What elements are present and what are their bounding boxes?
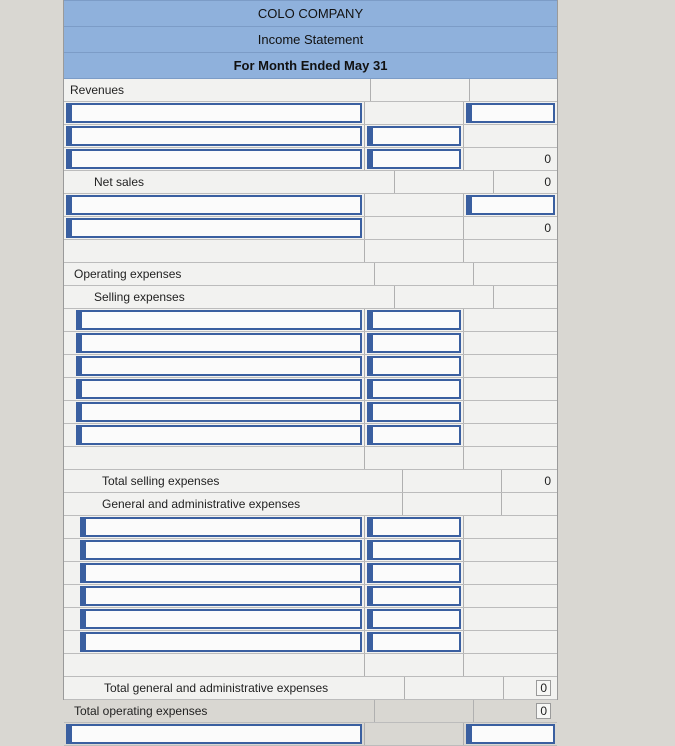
income-statement-sheet [63,0,558,718]
net-sales-row [64,171,557,194]
total-selling-expenses-value: 0 [544,474,551,488]
selling-account-input-4[interactable] [76,379,362,399]
selling-expense-line-3 [64,355,557,378]
selling-account-input-2[interactable] [76,333,362,353]
revenue-account-input-2[interactable] [66,126,362,146]
selling-expense-line-2 [64,332,557,355]
revenue-account-input-1[interactable] [66,103,362,123]
total-operating-expenses-value: 0 [536,703,551,719]
revenue-amount-input-1[interactable] [466,103,555,123]
selling-expense-line-5 [64,401,557,424]
general-admin-expenses-label: General and administrative expenses [64,493,403,515]
selling-account-input-5[interactable] [76,402,362,422]
total-operating-expenses-label: Total operating expenses [64,700,375,722]
selling-expenses-row [64,286,557,309]
selling-amount-input-6[interactable] [367,425,461,445]
revenues-label: Revenues [64,79,371,101]
selling-amount-input-5[interactable] [367,402,461,422]
operating-expenses-row [64,263,557,286]
gross-profit-label-input[interactable] [66,218,362,238]
ga-account-input-5[interactable] [80,609,362,629]
ga-amount-input-6[interactable] [367,632,461,652]
selling-expenses-label: Selling expenses [64,286,395,308]
general-admin-expenses-row [64,493,557,516]
revenue-account-input-3[interactable] [66,149,362,169]
revenue-amount-input-2[interactable] [367,126,461,146]
revenue-amount-input-3[interactable] [367,149,461,169]
ga-expense-line-4 [64,585,557,608]
net-sales-label: Net sales [64,171,395,193]
net-income-label-input[interactable] [66,724,362,744]
ga-expense-line-1 [64,516,557,539]
net-sales-value: 0 [544,175,551,189]
revenue-line-3 [64,148,557,171]
ga-account-input-1[interactable] [80,517,362,537]
ga-expense-line-3 [64,562,557,585]
selling-amount-input-3[interactable] [367,356,461,376]
ga-amount-input-5[interactable] [367,609,461,629]
ga-account-input-3[interactable] [80,563,362,583]
ga-account-input-2[interactable] [80,540,362,560]
total-selling-expenses-row [64,470,557,493]
total-ga-expenses-label: Total general and administrative expenses [64,677,405,699]
revenues-row [64,79,557,102]
total-operating-expenses-row [64,700,557,723]
gross-profit-row [64,217,557,240]
cogs-account-input[interactable] [66,195,362,215]
cogs-amount-input[interactable] [466,195,555,215]
ga-expense-line-2 [64,539,557,562]
selling-amount-input-4[interactable] [367,379,461,399]
revenue-line-1 [64,102,557,125]
ga-account-input-4[interactable] [80,586,362,606]
company-name: COLO COMPANY [64,0,557,27]
selling-account-input-6[interactable] [76,425,362,445]
total-ga-expenses-row [64,677,557,700]
ga-expense-line-6 [64,631,557,654]
total-selling-expenses-label: Total selling expenses [64,470,403,492]
ga-account-input-6[interactable] [80,632,362,652]
selling-expense-line-1 [64,309,557,332]
selling-account-input-3[interactable] [76,356,362,376]
ga-amount-input-3[interactable] [367,563,461,583]
revenue-subtotal-value: 0 [544,152,551,166]
statement-title: Income Statement [64,27,557,53]
ga-expense-line-5 [64,608,557,631]
ga-amount-input-2[interactable] [367,540,461,560]
revenue-line-2 [64,125,557,148]
statement-period: For Month Ended May 31 [64,53,557,79]
net-income-row [64,723,557,746]
cogs-row [64,194,557,217]
ga-amount-input-4[interactable] [367,586,461,606]
operating-expenses-label: Operating expenses [64,263,375,285]
selling-amount-input-1[interactable] [367,310,461,330]
ga-amount-input-1[interactable] [367,517,461,537]
selling-expense-line-6 [64,424,557,447]
selling-amount-input-2[interactable] [367,333,461,353]
selling-account-input-1[interactable] [76,310,362,330]
gross-profit-value: 0 [544,221,551,235]
net-income-amount-input[interactable] [466,724,555,744]
total-ga-expenses-value: 0 [536,680,551,696]
selling-expense-line-4 [64,378,557,401]
